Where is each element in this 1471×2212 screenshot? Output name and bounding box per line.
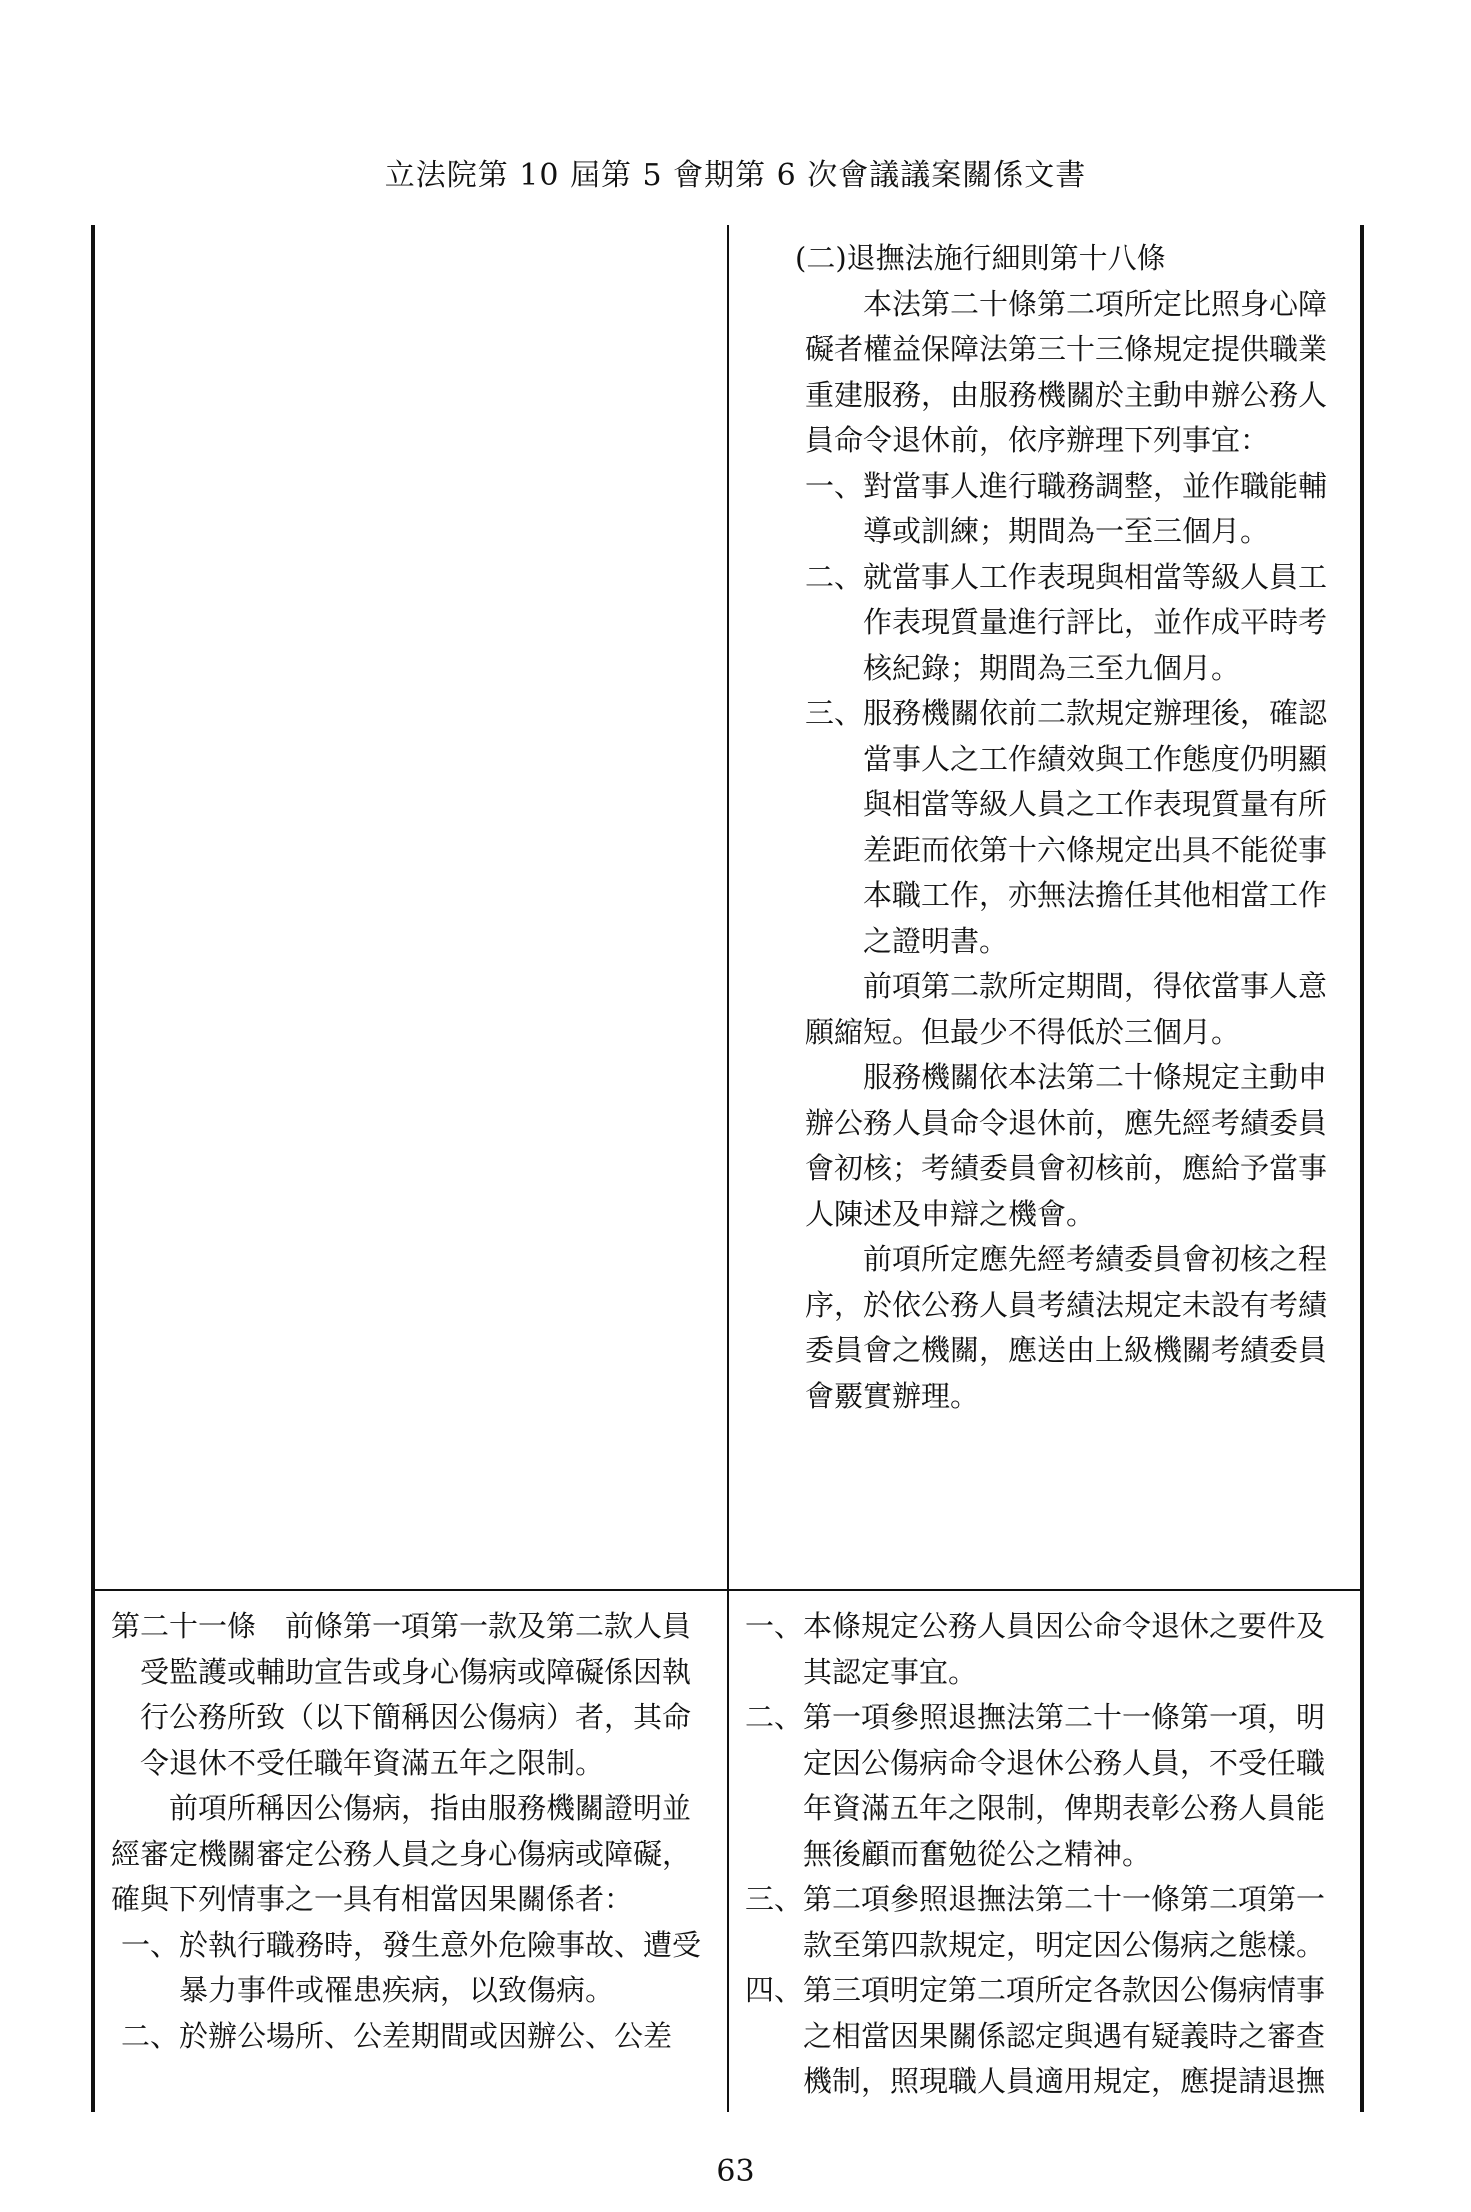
list-item: 二、就當事人工作表現與相當等級人員工作表現質量進行評比，並作成平時考核紀錄；期間為三至九個月。	[805, 559, 1328, 685]
paragraph: 前項所稱因公傷病，指由服務機關證明並經審定機關審定公務人員之身心傷病或障礙，確與下列情事之一具有相當因果關係者：	[111, 1791, 692, 1916]
list-item: 二、於辦公場所、公差期間或因辦公、公差	[121, 2018, 673, 2053]
table-left-border	[91, 225, 95, 2112]
article-text: 第二十一條 前條第一項第一款及第二款人員受監護或輔助宣告或身心傷病或障礙係因執行公務所致（以下簡稱因公傷病）者，其命令退休不受任職年資滿五年之限制。	[111, 1609, 692, 1780]
paragraph: 前項所定應先經考績委員會初核之程序，於依公務人員考績法規定未設有考績委員會之機關，應送由上級機關考績委員會覈實辦理。	[805, 1242, 1328, 1413]
lower-right-cell	[745, 1604, 1345, 2105]
paragraph: 前項第二款所定期間，得依當事人意願縮短。但最少不得低於三個月。	[805, 969, 1328, 1049]
list-item: 一、於執行職務時，發生意外危險事故、遭受暴力事件或罹患疾病，以致傷病。	[121, 1927, 702, 2007]
upper-right-cell	[795, 236, 1345, 1419]
comparison-table	[91, 225, 1364, 2112]
list-item: 一、本條規定公務人員因公命令退休之要件及其認定事宜。	[745, 1609, 1326, 1689]
page-number: 63	[716, 2154, 755, 2189]
lower-left-cell	[111, 1604, 711, 2059]
paragraph: 服務機關依本法第二十條規定主動申辦公務人員命令退休前，應先經考績委員會初核；考績委員會初核前，應給予當事人陳述及申辯之機會。	[805, 1060, 1328, 1231]
subsection-title: (二)退撫法施行細則第十八條	[795, 241, 1166, 275]
document-header: 立法院第 10 屆第 5 會期第 6 次會議議案關係文書	[384, 158, 1087, 193]
list-item: 四、第三項明定第二項所定各款因公傷病情事之相當因果關係認定與遇有疑義時之審查機制，照現職人員適用規定，應提請退撫	[745, 1973, 1326, 2098]
list-item: 一、對當事人進行職務調整，並作職能輔導或訓練；期間為一至三個月。	[805, 468, 1328, 548]
list-item: 三、服務機關依前二款規定辦理後，確認當事人之工作績效與工作態度仍明顯與相當等級人員之工作表現質量有所差距而依第十六條規定出具不能從事本職工作，亦無法擔任其他相當工作之證明書。	[805, 696, 1328, 958]
list-item: 二、第一項參照退撫法第二十一條第一項，明定因公傷病命令退休公務人員，不受任職年資滿五年之限制，俾期表彰公務人員能無後顧而奮勉從公之精神。	[745, 1700, 1326, 1871]
paragraph: 本法第二十條第二項所定比照身心障礙者權益保障法第三十三條規定提供職業重建服務，由服務機關於主動申辦公務人員命令退休前，依序辦理下列事宜：	[805, 286, 1328, 457]
table-row-divider	[91, 1589, 1364, 1591]
table-column-divider	[727, 225, 729, 2112]
list-item: 三、第二項參照退撫法第二十一條第二項第一款至第四款規定，明定因公傷病之態樣。	[745, 1882, 1326, 1962]
table-right-border	[1360, 225, 1364, 2112]
